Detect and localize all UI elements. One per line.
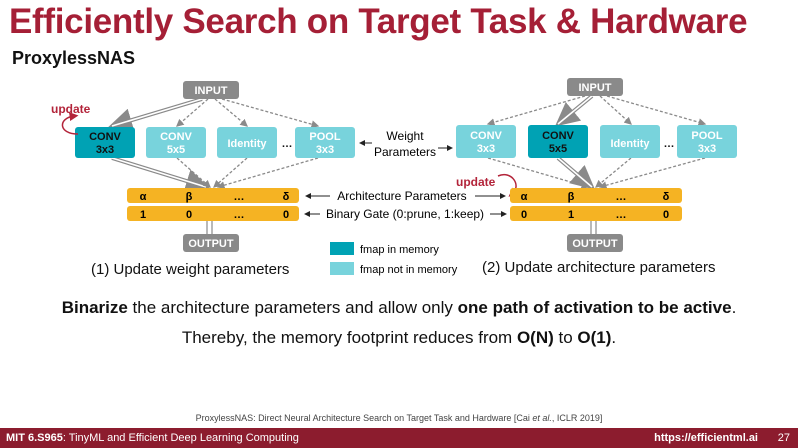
left-op-conv5x5-line2: 5x5 <box>166 144 186 156</box>
body-one-path: one path of activation to be active <box>457 298 732 317</box>
footer-page-number: 27 <box>777 432 790 444</box>
right-diagram <box>456 78 737 252</box>
slide-subtitle: ProxylessNAS <box>12 48 136 68</box>
slide-title: Efficiently Search on Target Task & Hardware <box>9 2 748 41</box>
right-op-conv3x3-line1: CONV <box>470 130 502 142</box>
reference-text-b: , ICLR 2019] <box>551 413 603 423</box>
right-op-pool3x3-line2: 3x3 <box>697 143 717 155</box>
right-arch-beta: β <box>567 191 575 203</box>
left-gate-1: 0 <box>185 209 193 221</box>
left-op-conv5x5-line1: CONV <box>160 131 192 143</box>
body-line2-text: Thereby, the memory footprint reduces from <box>181 328 517 347</box>
reference-et-al: et al. <box>532 413 552 423</box>
footer-bar <box>0 428 798 448</box>
left-arch-beta: β <box>185 191 193 203</box>
legend-swatch-not-in-memory <box>330 262 354 275</box>
left-arch-alpha: α <box>139 191 147 203</box>
legend-label-in-memory: fmap in memory <box>360 244 439 256</box>
body-line1-end: . <box>731 298 737 317</box>
left-op-conv3x3-line1: CONV <box>89 131 121 143</box>
legend-swatch-in-memory <box>330 242 354 255</box>
body-line-1 <box>0 298 798 318</box>
right-op-conv3x3-line2: 3x3 <box>476 143 496 155</box>
body-on: O(N) <box>516 328 554 347</box>
footer-course-name: : TinyML and Efficient Deep Learning Computing <box>62 432 299 444</box>
left-diagram <box>51 81 355 252</box>
right-op-pool3x3-line1: POOL <box>691 130 723 142</box>
reference-text-a: ProxylessNAS: Direct Neural Architecture Search on Target Task and Hardware [Cai <box>195 413 533 423</box>
right-arch-params-bar <box>510 188 682 203</box>
right-output-label: OUTPUT <box>572 238 618 250</box>
right-input-label: INPUT <box>578 82 612 94</box>
binary-gate-label: Binary Gate (0:prune, 1:keep) <box>325 207 485 221</box>
right-arch-ellipsis: … <box>615 191 627 203</box>
right-binary-gate-bar <box>510 206 682 221</box>
legend-label-not-in-memory: fmap not in memory <box>360 264 458 276</box>
footer-course-code: MIT 6.S965 <box>6 432 63 444</box>
legend <box>330 242 458 276</box>
footer-course <box>6 432 299 444</box>
right-arch-alpha: α <box>520 191 528 203</box>
body-line2-mid: to <box>553 328 578 347</box>
left-arch-delta: δ <box>282 191 290 203</box>
weight-params-line1: Weight <box>386 129 424 143</box>
body-line-2 <box>0 328 798 348</box>
body-binarize: Binarize <box>61 298 128 317</box>
body-line2-end: . <box>611 328 617 347</box>
right-arch-delta: δ <box>662 191 670 203</box>
right-op-conv5x5-line1: CONV <box>542 130 574 142</box>
left-gate-0: 1 <box>139 209 147 221</box>
reference-citation <box>0 413 798 423</box>
left-op-pool3x3-line1: POOL <box>309 131 341 143</box>
left-update-label: update <box>51 102 91 116</box>
right-update-label: update <box>456 175 496 189</box>
left-op-pool3x3-line2: 3x3 <box>315 144 335 156</box>
right-gate-0: 0 <box>520 209 528 221</box>
left-output-label: OUTPUT <box>188 238 234 250</box>
right-gate-ellipsis: … <box>615 209 627 221</box>
left-arch-params-bar <box>127 188 299 203</box>
left-op-conv3x3-line2: 3x3 <box>95 144 115 156</box>
right-gate-3: 0 <box>662 209 670 221</box>
left-gate-3: 0 <box>282 209 290 221</box>
right-caption: (2) Update architecture parameters <box>482 259 716 276</box>
body-line1-text: the architecture parameters and allow only <box>127 298 458 317</box>
arch-params-label: Architecture Parameters <box>337 189 467 203</box>
right-op-ellipsis: … <box>663 138 675 150</box>
left-binary-gate-bar <box>127 206 299 221</box>
right-op-identity-label: Identity <box>610 138 650 150</box>
left-op-identity-label: Identity <box>227 138 267 150</box>
body-o1: O(1) <box>577 328 612 347</box>
left-gate-ellipsis: … <box>233 209 245 221</box>
right-op-conv5x5-line2: 5x5 <box>548 143 568 155</box>
footer-url-link[interactable]: https://efficientml.ai <box>654 432 758 444</box>
left-input-label: INPUT <box>194 85 228 97</box>
weight-params-line2: Parameters <box>373 145 437 159</box>
right-gate-1: 1 <box>567 209 575 221</box>
left-op-ellipsis: … <box>281 138 293 150</box>
left-caption: (1) Update weight parameters <box>91 261 290 278</box>
left-arch-ellipsis: … <box>233 191 245 203</box>
